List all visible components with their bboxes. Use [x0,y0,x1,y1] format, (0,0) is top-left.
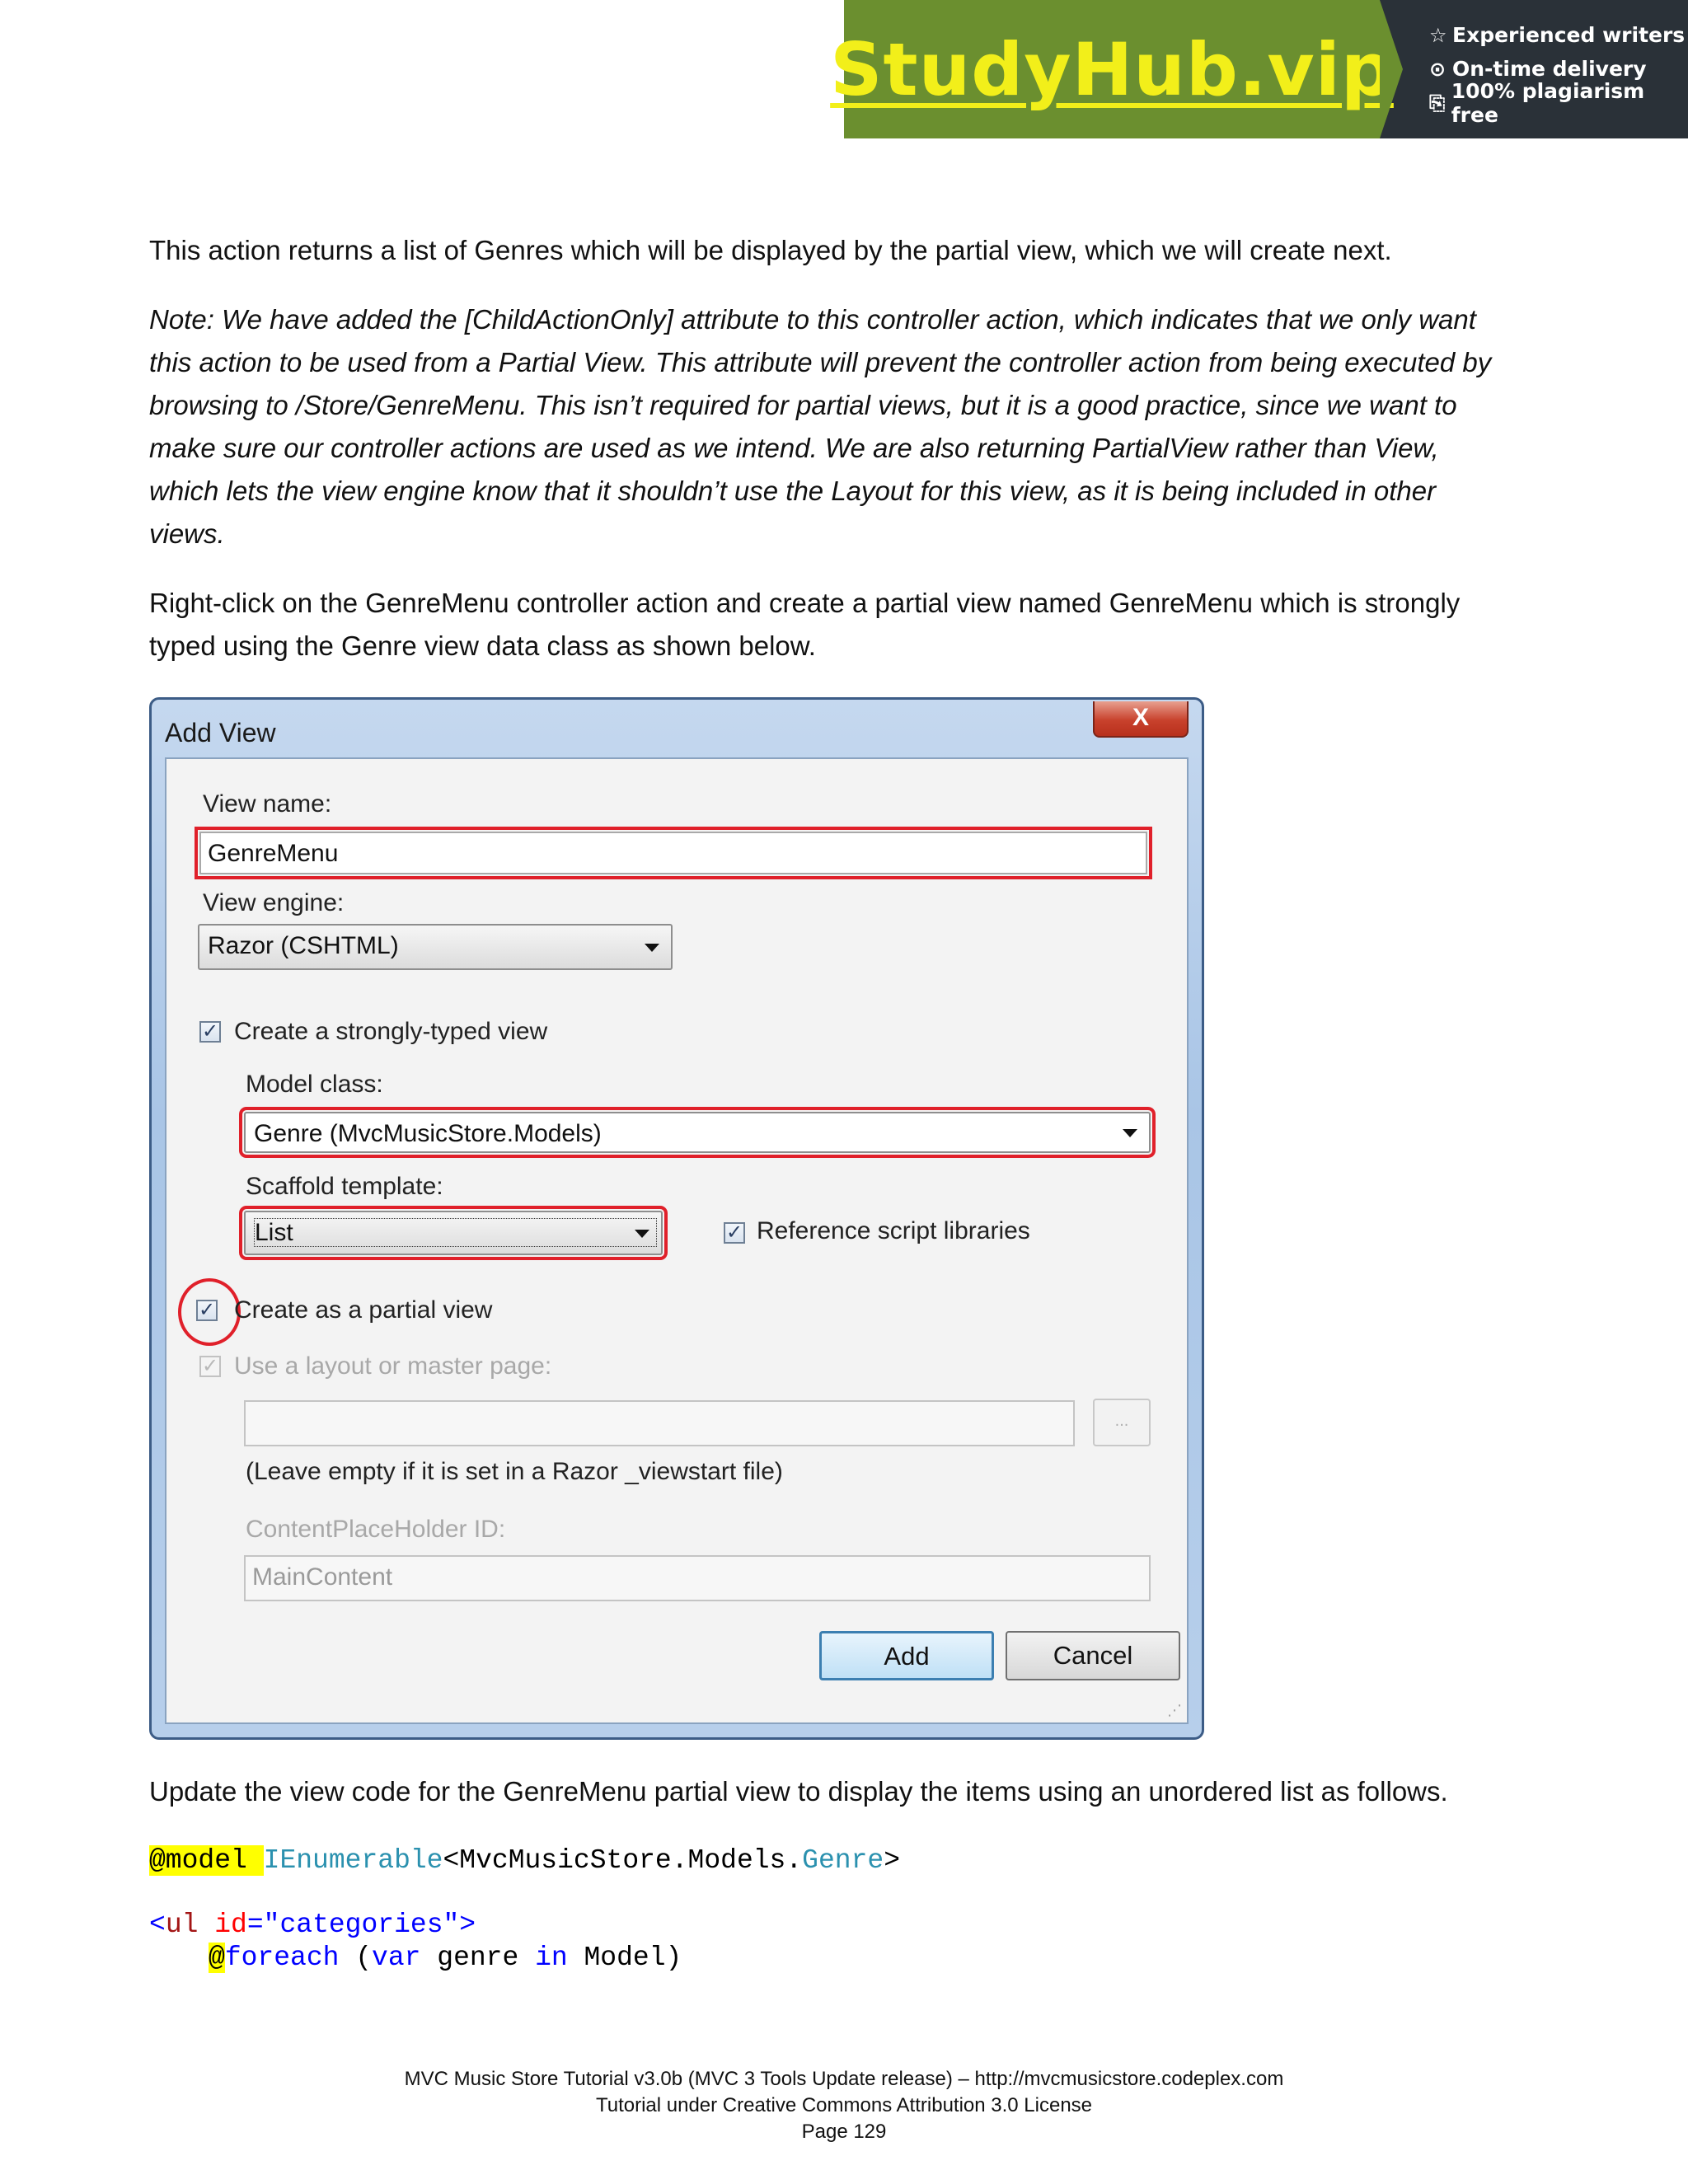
instruction-paragraph [149,582,1550,668]
reference-scripts-label: Reference script libraries [757,1217,1030,1244]
code-line-1 [149,1844,900,1877]
paragraph-intro: This action returns a list of Genres which will be displayed by the partial view, which we will create next. [149,235,1392,265]
footer-title: MVC Music Store Tutorial v3.0b (MVC 3 Tools Update release) – http://mvcmusicstore.codeplex.com [404,2068,1284,2090]
code-space [198,1910,214,1940]
resize-grip-icon[interactable]: ⋰ [1167,1702,1182,1718]
partial-view-label: Create as a partial view [234,1296,493,1324]
brand-name: StudyHub.vip [830,26,1394,112]
code-space [247,1845,264,1876]
view-engine-value: Razor (CSHTML) [208,932,399,959]
star-icon: ☆ [1429,23,1447,47]
code-text: ( [339,1943,373,1973]
code-tag: ul [165,1910,199,1940]
dialog-title: Add View [165,718,276,748]
banner-arrow-shape [1380,0,1403,138]
footer-license: Tutorial under Creative Commons Attribution 3.0 License [595,2094,1093,2116]
browse-button[interactable]: ... [1093,1399,1151,1446]
page-number: Page 129 [801,2121,887,2143]
view-engine-label: View engine: [203,889,345,916]
instruction-line: Right-click on the GenreMenu controller action and create a partial view named GenreMenu which is strongly [149,588,1461,618]
code-attr-value: "categories" [263,1910,460,1940]
feature-label: On-time delivery [1452,57,1647,81]
model-class-label: Model class: [246,1071,383,1098]
layout-page-label: Use a layout or master page: [234,1352,552,1380]
instruction-line: typed using the Genre view data class as shown below. [149,630,816,661]
strongly-typed-checkbox[interactable]: ✓ [199,1021,221,1043]
code-attr: id [214,1910,247,1940]
code-text: <MvcMusicStore.Models. [443,1845,803,1876]
code-punct: < [149,1910,166,1940]
close-button[interactable]: X [1093,701,1189,738]
note-line: this action to be used from a Partial View. This attribute will prevent the controller action from being executed by [149,347,1492,377]
feature-experienced-writers [1429,18,1688,52]
note-paragraph [149,298,1550,555]
update-paragraph: Update the view code for the GenreMenu partial view to display the items using an unordered list as follows. [149,1776,1448,1807]
note-line: Note: We have added the [ChildActionOnly] attribute to this controller action, which indicates that we only want [149,304,1476,335]
scaffold-template-value: List [254,1218,657,1247]
cancel-button[interactable]: Cancel [1006,1631,1180,1680]
model-class-select[interactable] [244,1112,1151,1153]
view-name-label: View name: [203,790,332,818]
chevron-down-icon [635,1230,649,1238]
brand-logo[interactable] [830,0,1394,138]
code-keyword: foreach [224,1943,340,1973]
add-button[interactable]: Add [819,1631,994,1680]
code-line-2 [149,1909,476,1942]
code-keyword: var [372,1943,421,1973]
code-text: genre [420,1943,536,1973]
note-line: which lets the view engine know that it shouldn’t use the Layout for this view, as it is being included in other [149,476,1437,506]
code-line-3 [209,1942,682,1975]
partial-view-checkbox[interactable]: ✓ [196,1300,218,1321]
reference-scripts-checkbox[interactable]: ✓ [724,1222,745,1244]
code-text: > [884,1845,900,1876]
layout-page-checkbox[interactable]: ✓ [199,1356,221,1377]
feature-plagiarism-free [1429,78,1688,127]
clock-icon: ⊙ [1429,57,1447,81]
layout-hint-text: (Leave empty if it is set in a Razor _viewstart file) [246,1458,783,1485]
layout-path-input[interactable] [244,1400,1075,1446]
document-icon: ⎘ [1429,91,1446,115]
chevron-down-icon [1123,1129,1137,1137]
code-keyword: in [535,1943,568,1973]
model-class-value: Genre (MvcMusicStore.Models) [254,1120,602,1147]
placeholder-id-label: ContentPlaceHolder ID: [246,1516,506,1543]
studyhub-banner[interactable] [830,0,1688,138]
banner-features [1380,0,1688,138]
dialog-client-area [165,757,1189,1724]
view-engine-select[interactable] [198,924,673,970]
note-line: browsing to /Store/GenreMenu. This isn’t required for partial views, but it is a good practice, since we want to [149,390,1457,420]
placeholder-id-input[interactable]: MainContent [244,1555,1151,1601]
code-punct: = [246,1910,264,1940]
scaffold-template-select[interactable] [244,1211,663,1255]
feature-label: 100% plagiarism free [1451,78,1645,127]
strongly-typed-label: Create a strongly-typed view [234,1018,548,1045]
code-model-directive: @model [149,1845,247,1876]
page-footer [0,2066,1688,2145]
view-name-input[interactable]: GenreMenu [199,832,1147,874]
code-razor-at: @ [209,1943,225,1973]
note-line: make sure our controller actions are used as we intend. We are also returning PartialView rather than View, [149,433,1439,463]
feature-label: Experienced writers [1452,23,1686,47]
chevron-down-icon [645,944,659,952]
code-type: IEnumerable [263,1845,443,1876]
note-line: views. [149,518,225,549]
code-punct: > [459,1910,476,1940]
add-view-dialog [149,697,1204,1740]
scaffold-template-label: Scaffold template: [246,1173,443,1200]
code-type: Genre [802,1845,884,1876]
code-text: Model) [567,1943,682,1973]
